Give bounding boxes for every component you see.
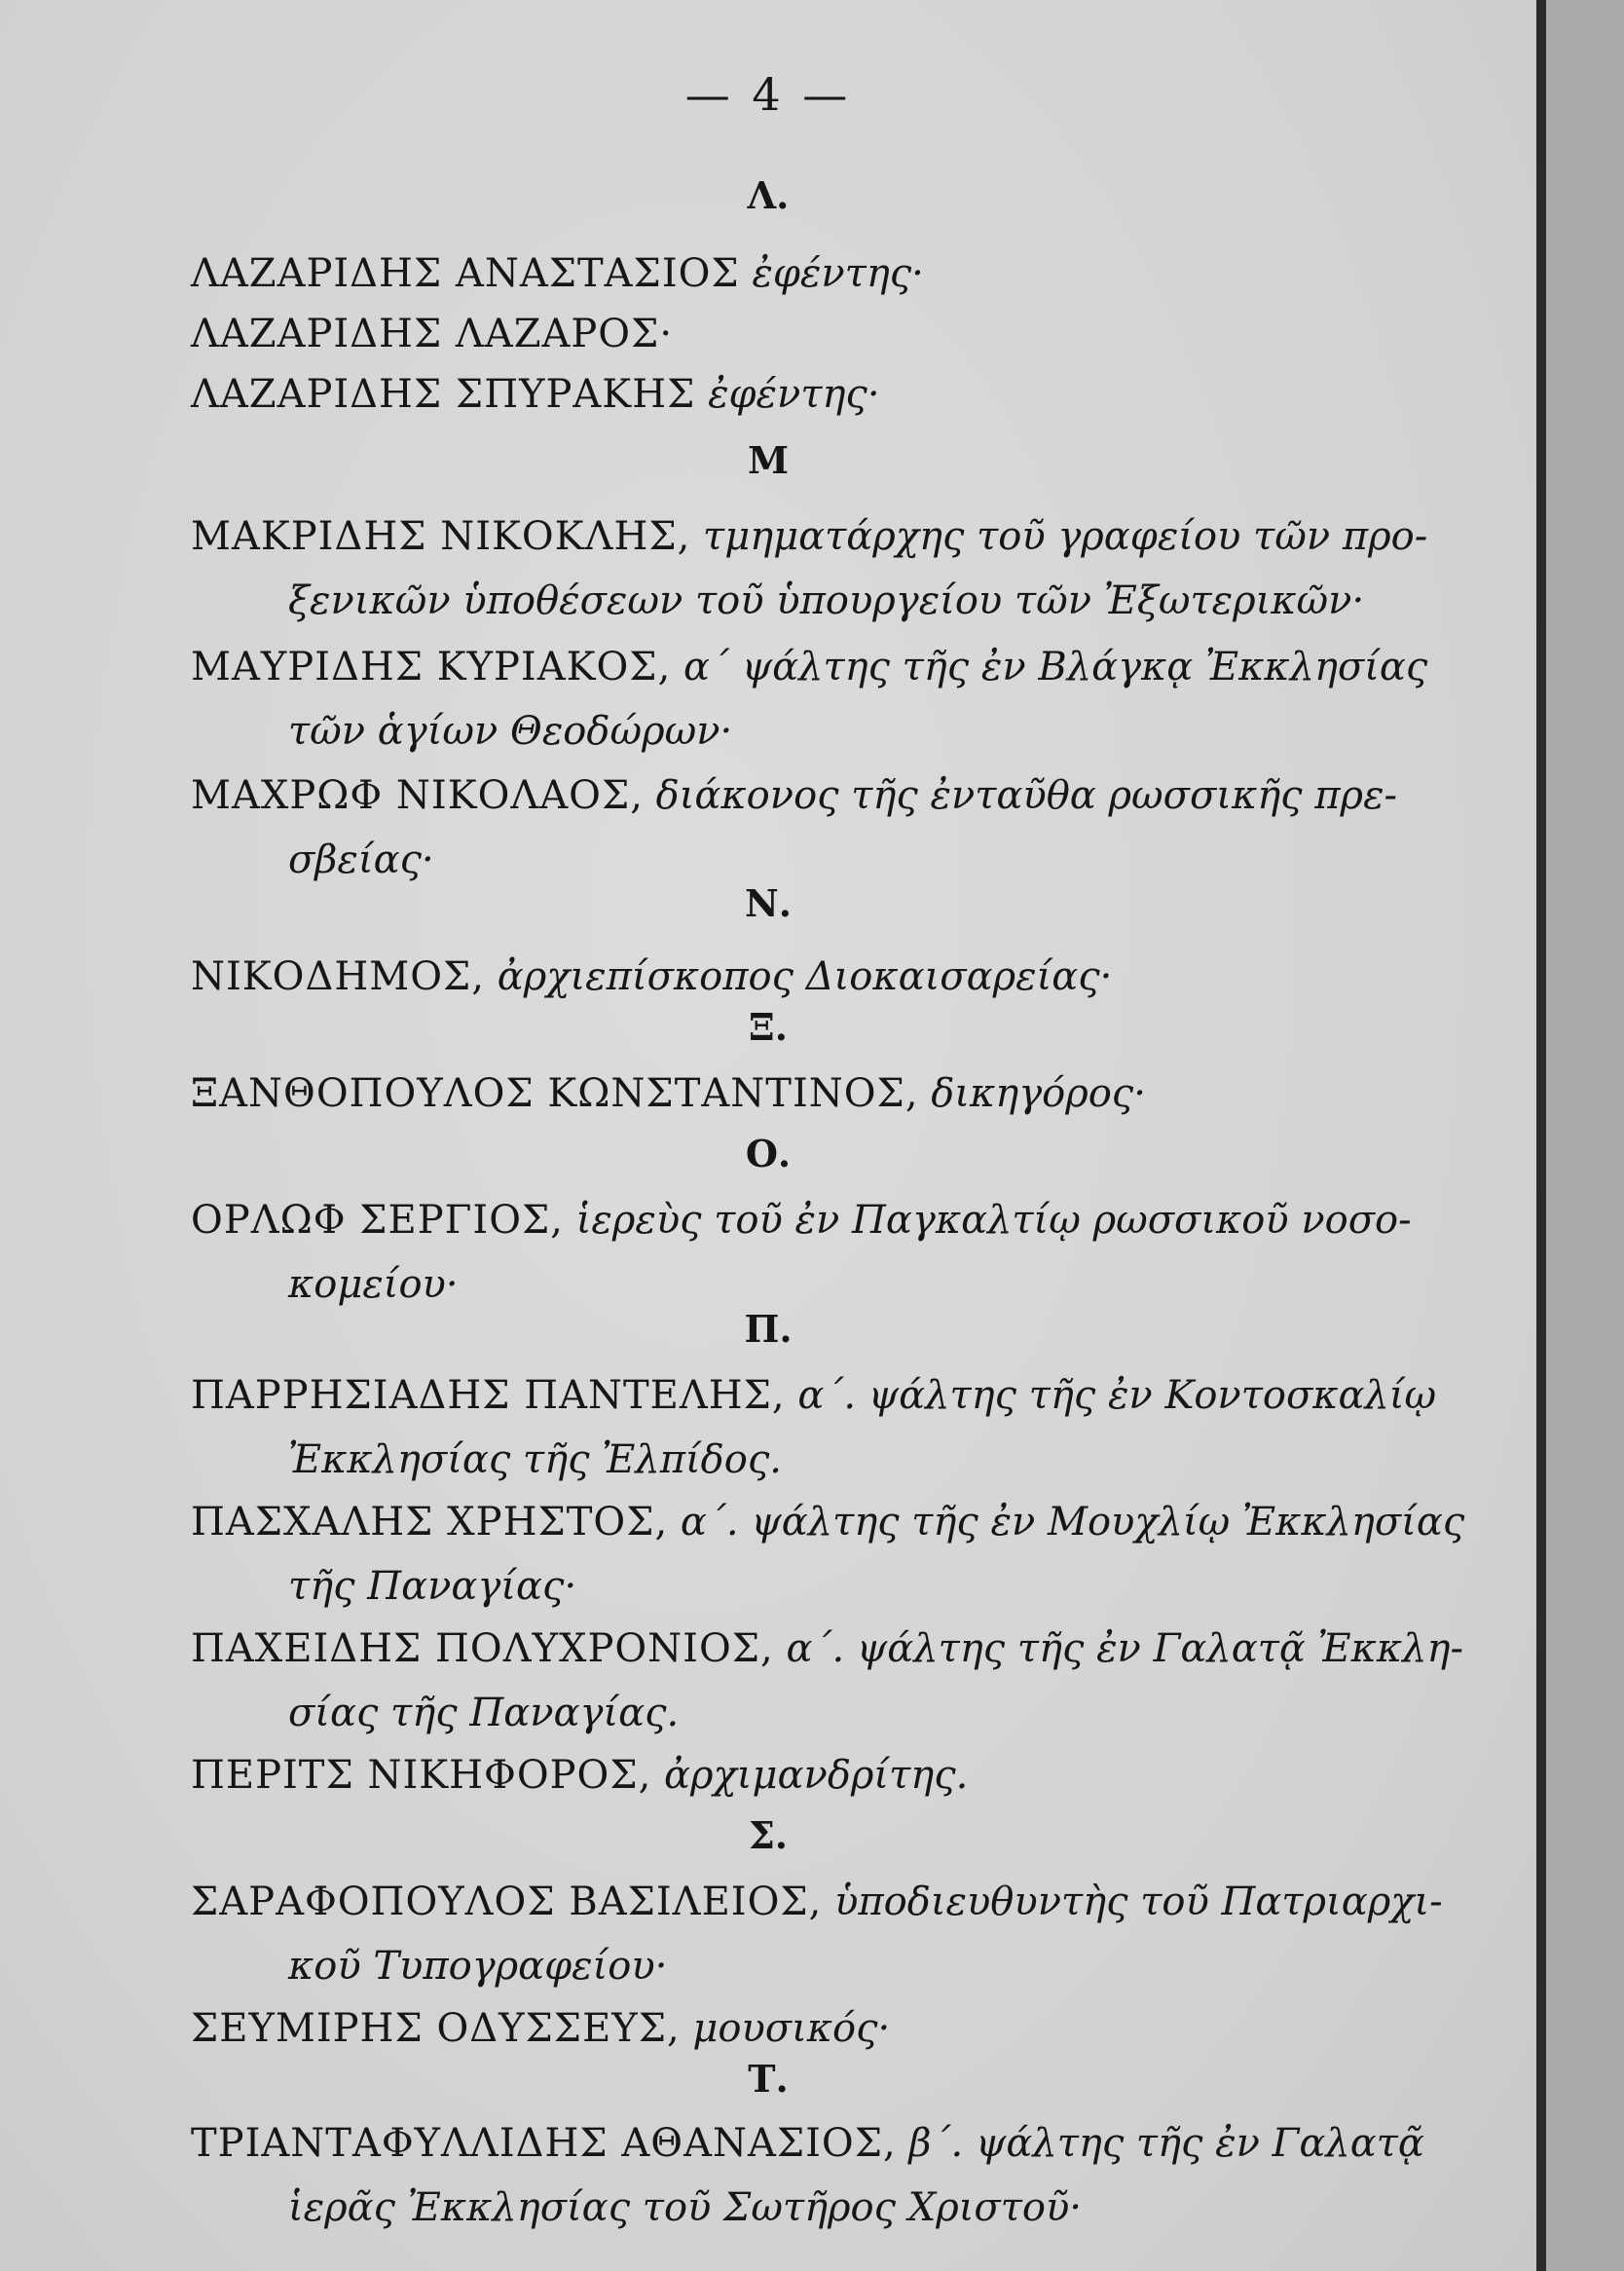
entry-description: τμηματάρχης τοῦ γραφείου τῶν προ-: [690, 514, 1428, 559]
section-letter-mu: Μ: [747, 438, 790, 482]
entry-description: διάκονος τῆς ἐνταῦθα ρωσσικῆς πρε-: [643, 773, 1398, 818]
entry-name: ΟΡΛΩΦ ΣΕΡΓΙΟΣ,: [191, 1198, 565, 1243]
section-letter-sigma: Σ.: [748, 1813, 789, 1857]
entry-continuation: τῶν ἁγίων Θεοδώρων·: [288, 709, 733, 754]
entry-continuation: ξενικῶν ὑποθέσεων τοῦ ὑπουργείου τῶν Ἐξωτερικῶν·: [288, 578, 1365, 623]
entry-name: ΣΑΡΑΦΟΠΟΥΛΟΣ ΒΑΣΙΛΕΙΟΣ,: [191, 1880, 823, 1924]
entry-continuation: τῆς Παναγίας·: [288, 1564, 577, 1609]
entry: [191, 302, 1427, 366]
entry-description: ἀρχιεπίσκοπος Διοκαισαρείας·: [485, 954, 1113, 999]
entry-name: ΞΑΝΘΟΠΟΥΛΟΣ ΚΩΝΣΤΑΝΤΙΝΟΣ,: [191, 1071, 919, 1116]
entry-name: ΜΑΥΡΙΔΗΣ ΚΥΡΙΑΚΟΣ,: [191, 645, 672, 689]
entry-name: ΜΑΚΡΙΔΗΣ ΝΙΚΟΚΛΗΣ,: [191, 514, 691, 559]
entry: [191, 1617, 1463, 1745]
entry-description: ἀρχιμανδρίτης.: [651, 1753, 969, 1798]
entry-description: δικηγόρος·: [918, 1071, 1146, 1116]
entry-description: α΄. ψάλτης τῆς ἐν Κοντοσκαλίῳ: [785, 1373, 1437, 1418]
entry-description: ὑποδιευθυντὴς τοῦ Πατριαρχι-: [822, 1880, 1443, 1924]
entry-continuation: Ἐκκλησίας τῆς Ἐλπίδος.: [288, 1437, 782, 1482]
entry: [191, 1996, 1427, 2061]
entry: [191, 1363, 1437, 1492]
section-letter-omicron: Ο.: [745, 1132, 792, 1175]
entry: [191, 242, 1427, 306]
entry-description: ἐφέντης·: [695, 372, 880, 417]
entry: [191, 504, 1427, 633]
section-letter-nu: Ν.: [745, 881, 792, 925]
entry: [191, 1188, 1427, 1317]
entry-name: ΣΕΥΜΙΡΗΣ ΟΔΥΣΣΕΥΣ,: [191, 2006, 681, 2051]
entry-name: ΛΑΖΑΡΙΔΗΣ ΛΑΖΑΡΟΣ·: [191, 312, 674, 356]
entry-continuation: σίας τῆς Παναγίας.: [288, 1691, 680, 1735]
page-edge: [1546, 0, 1624, 2271]
section-letter-xi: Ξ.: [749, 1005, 788, 1049]
entry: [191, 2111, 1427, 2240]
entry: [191, 763, 1427, 892]
entry: [191, 1490, 1465, 1619]
entry-continuation: σβείας·: [288, 838, 434, 882]
entry-name: ΛΑΖΑΡΙΔΗΣ ΑΝΑΣΤΑΣΙΟΣ: [191, 251, 740, 296]
entry-name: ΠΕΡΙΤΣ ΝΙΚΗΦΟΡΟΣ,: [191, 1753, 652, 1798]
entry-continuation: κοῦ Τυπογραφείου·: [288, 1944, 668, 1989]
entry-name: ΛΑΖΑΡΙΔΗΣ ΣΠΥΡΑΚΗΣ: [191, 372, 696, 417]
entry-name: ΤΡΙΑΝΤΑΦΥΛΛΙΔΗΣ ΑΘΑΝΑΣΙΟΣ,: [191, 2121, 897, 2166]
entry-description: ἐφέντης·: [739, 251, 924, 296]
entry-description: ἱερεὺς τοῦ ἐν Παγκαλτίῳ ρωσσικοῦ νοσο-: [564, 1198, 1412, 1243]
section-letter-pi: Π.: [744, 1307, 793, 1351]
entry: [191, 635, 1427, 763]
page-gutter: [1536, 0, 1546, 2271]
entry: [191, 1061, 1427, 1126]
entry-description: α΄ ψάλτης τῆς ἐν Βλάγκᾳ Ἐκκλησίας: [671, 645, 1428, 689]
entry-name: ΠΑΡΡΗΣΙΑΔΗΣ ΠΑΝΤΕΛΗΣ,: [191, 1373, 786, 1418]
entry-continuation: κομείου·: [288, 1262, 459, 1307]
entry-description: β΄. ψάλτης τῆς ἐν Γαλατᾷ: [896, 2121, 1424, 2166]
entry-name: ΠΑΣΧΑΛΗΣ ΧΡΗΣΤΟΣ,: [191, 1500, 669, 1545]
section-letter-lambda: Λ.: [747, 173, 790, 217]
page-number: — 4 —: [684, 68, 852, 121]
section-letter-tau: Τ.: [748, 2057, 789, 2101]
entry: [191, 1743, 1427, 1807]
entry-description: α΄. ψάλτης τῆς ἐν Γαλατᾷ Ἐκκλη-: [773, 1626, 1463, 1671]
entry-continuation: ἱερᾶς Ἐκκλησίας τοῦ Σωτῆρος Χριστοῦ·: [288, 2185, 1082, 2230]
entry-description: α΄. ψάλτης τῆς ἐν Μουχλίῳ Ἐκκλησίας: [668, 1500, 1465, 1545]
entry-name: ΝΙΚΟΔΗΜΟΣ,: [191, 954, 485, 999]
entry-description: μουσικός·: [680, 2006, 891, 2051]
entry: [191, 945, 1427, 1009]
entry: [191, 1870, 1443, 1998]
entry-name: ΜΑΧΡΩΦ ΝΙΚΟΛΑΟΣ,: [191, 773, 644, 818]
entry-name: ΠΑΧΕΙΔΗΣ ΠΟΛΥΧΡΟΝΙΟΣ,: [191, 1626, 774, 1671]
entry: [191, 362, 1427, 427]
